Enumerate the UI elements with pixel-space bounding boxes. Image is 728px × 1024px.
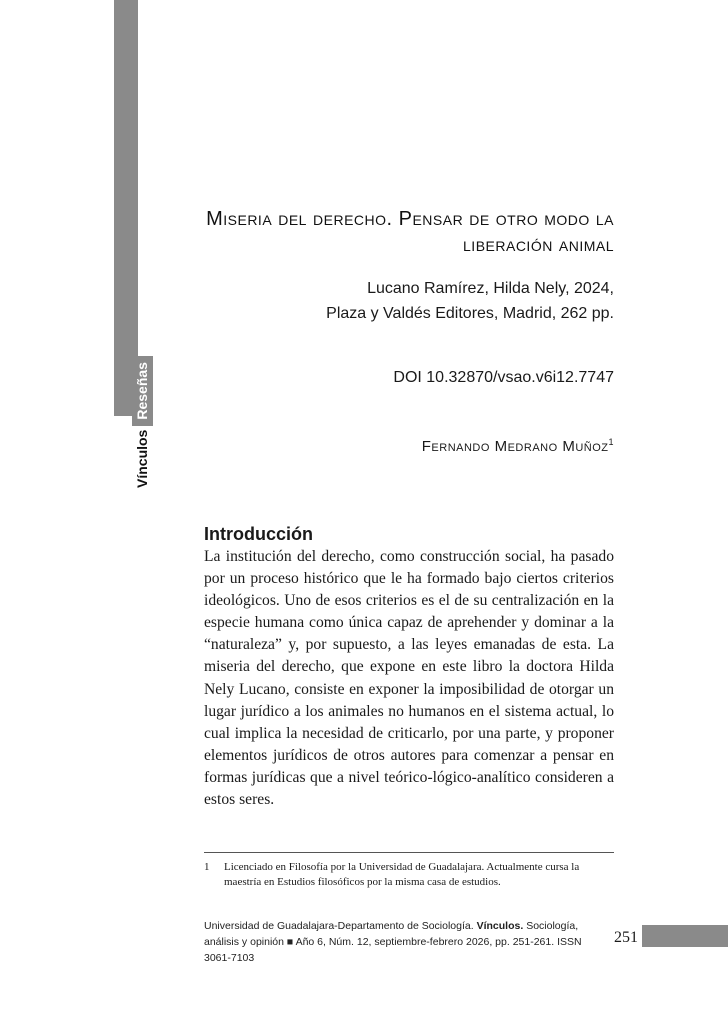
footnote-text: Licenciado en Filosofía por la Universidad de Guadalajara. Actualmente cursa la maestría en Estudios filosóficos por la misma casa de estudios. [224, 861, 580, 888]
review-title-line2: liberación animal [463, 234, 614, 256]
review-title-line1: Miseria del derecho. Pensar de otro modo la [206, 208, 614, 230]
footer-institution: Universidad de Guadalajara-Departamento de Sociología. [204, 920, 474, 932]
footer-separator: ■ [286, 936, 294, 948]
author-name [422, 432, 614, 457]
section-heading: Introducción [204, 524, 313, 544]
author-footnote-mark[interactable]: 1 [608, 437, 614, 447]
author-name-text: Fernando Medrano Muñoz [421, 438, 609, 455]
doi-link[interactable]: DOI 10.32870/vsao.v6i12.7747 [393, 369, 614, 386]
sidebar-label [132, 356, 153, 488]
review-title [154, 206, 614, 258]
footnote-number: 1 [204, 861, 210, 873]
book-citation-line2: Plaza y Valdés Editores, Madrid, 262 pp. [326, 305, 614, 322]
footnote [204, 860, 614, 890]
footer-subtitle: Sociología, análisis y opinión [204, 920, 579, 948]
footer-issue: Año 6, Núm. 12, septiembre-febrero 2026, pp. 251-261. ISSN 3061-7103 [204, 936, 582, 964]
page-footer [204, 918, 604, 966]
sidebar-journal-name: Vínculos [134, 429, 150, 488]
sidebar-bar [114, 0, 138, 416]
footnote-divider [204, 852, 614, 853]
page-number: 251 [614, 929, 638, 946]
book-citation-line1: Lucano Ramírez, Hilda Nely, 2024, [367, 280, 614, 297]
page-number-bar [642, 925, 728, 947]
book-citation [214, 276, 614, 326]
sidebar-section-name: Reseñas [132, 356, 153, 426]
intro-paragraph: La institución del derecho, como construcción social, ha pasado por un proceso histórico que le ha formado bajo ciertos criterios ideológicos. Uno de esos criterios es el de su centralización en la especie humana como única capaz de aprehender y dominar a la “naturaleza” y, por supuesto, a las leyes emanadas de esta. La miseria del derecho, que expone en este libro la doctora Hilda Nely Lucano, consiste en exponer la imposibilidad de otorgar un lugar jurídico a los animales no humanos en el sistema actual, lo cual implica la necesidad de criticarlo, por una parte, y proponer elementos jurídicos de otros autores para comenzar a pensar en formas jurídicas que a nivel teórico-lógico-analítico consideren a estos seres. [204, 548, 614, 809]
footer-journal: Vínculos. [476, 920, 524, 932]
